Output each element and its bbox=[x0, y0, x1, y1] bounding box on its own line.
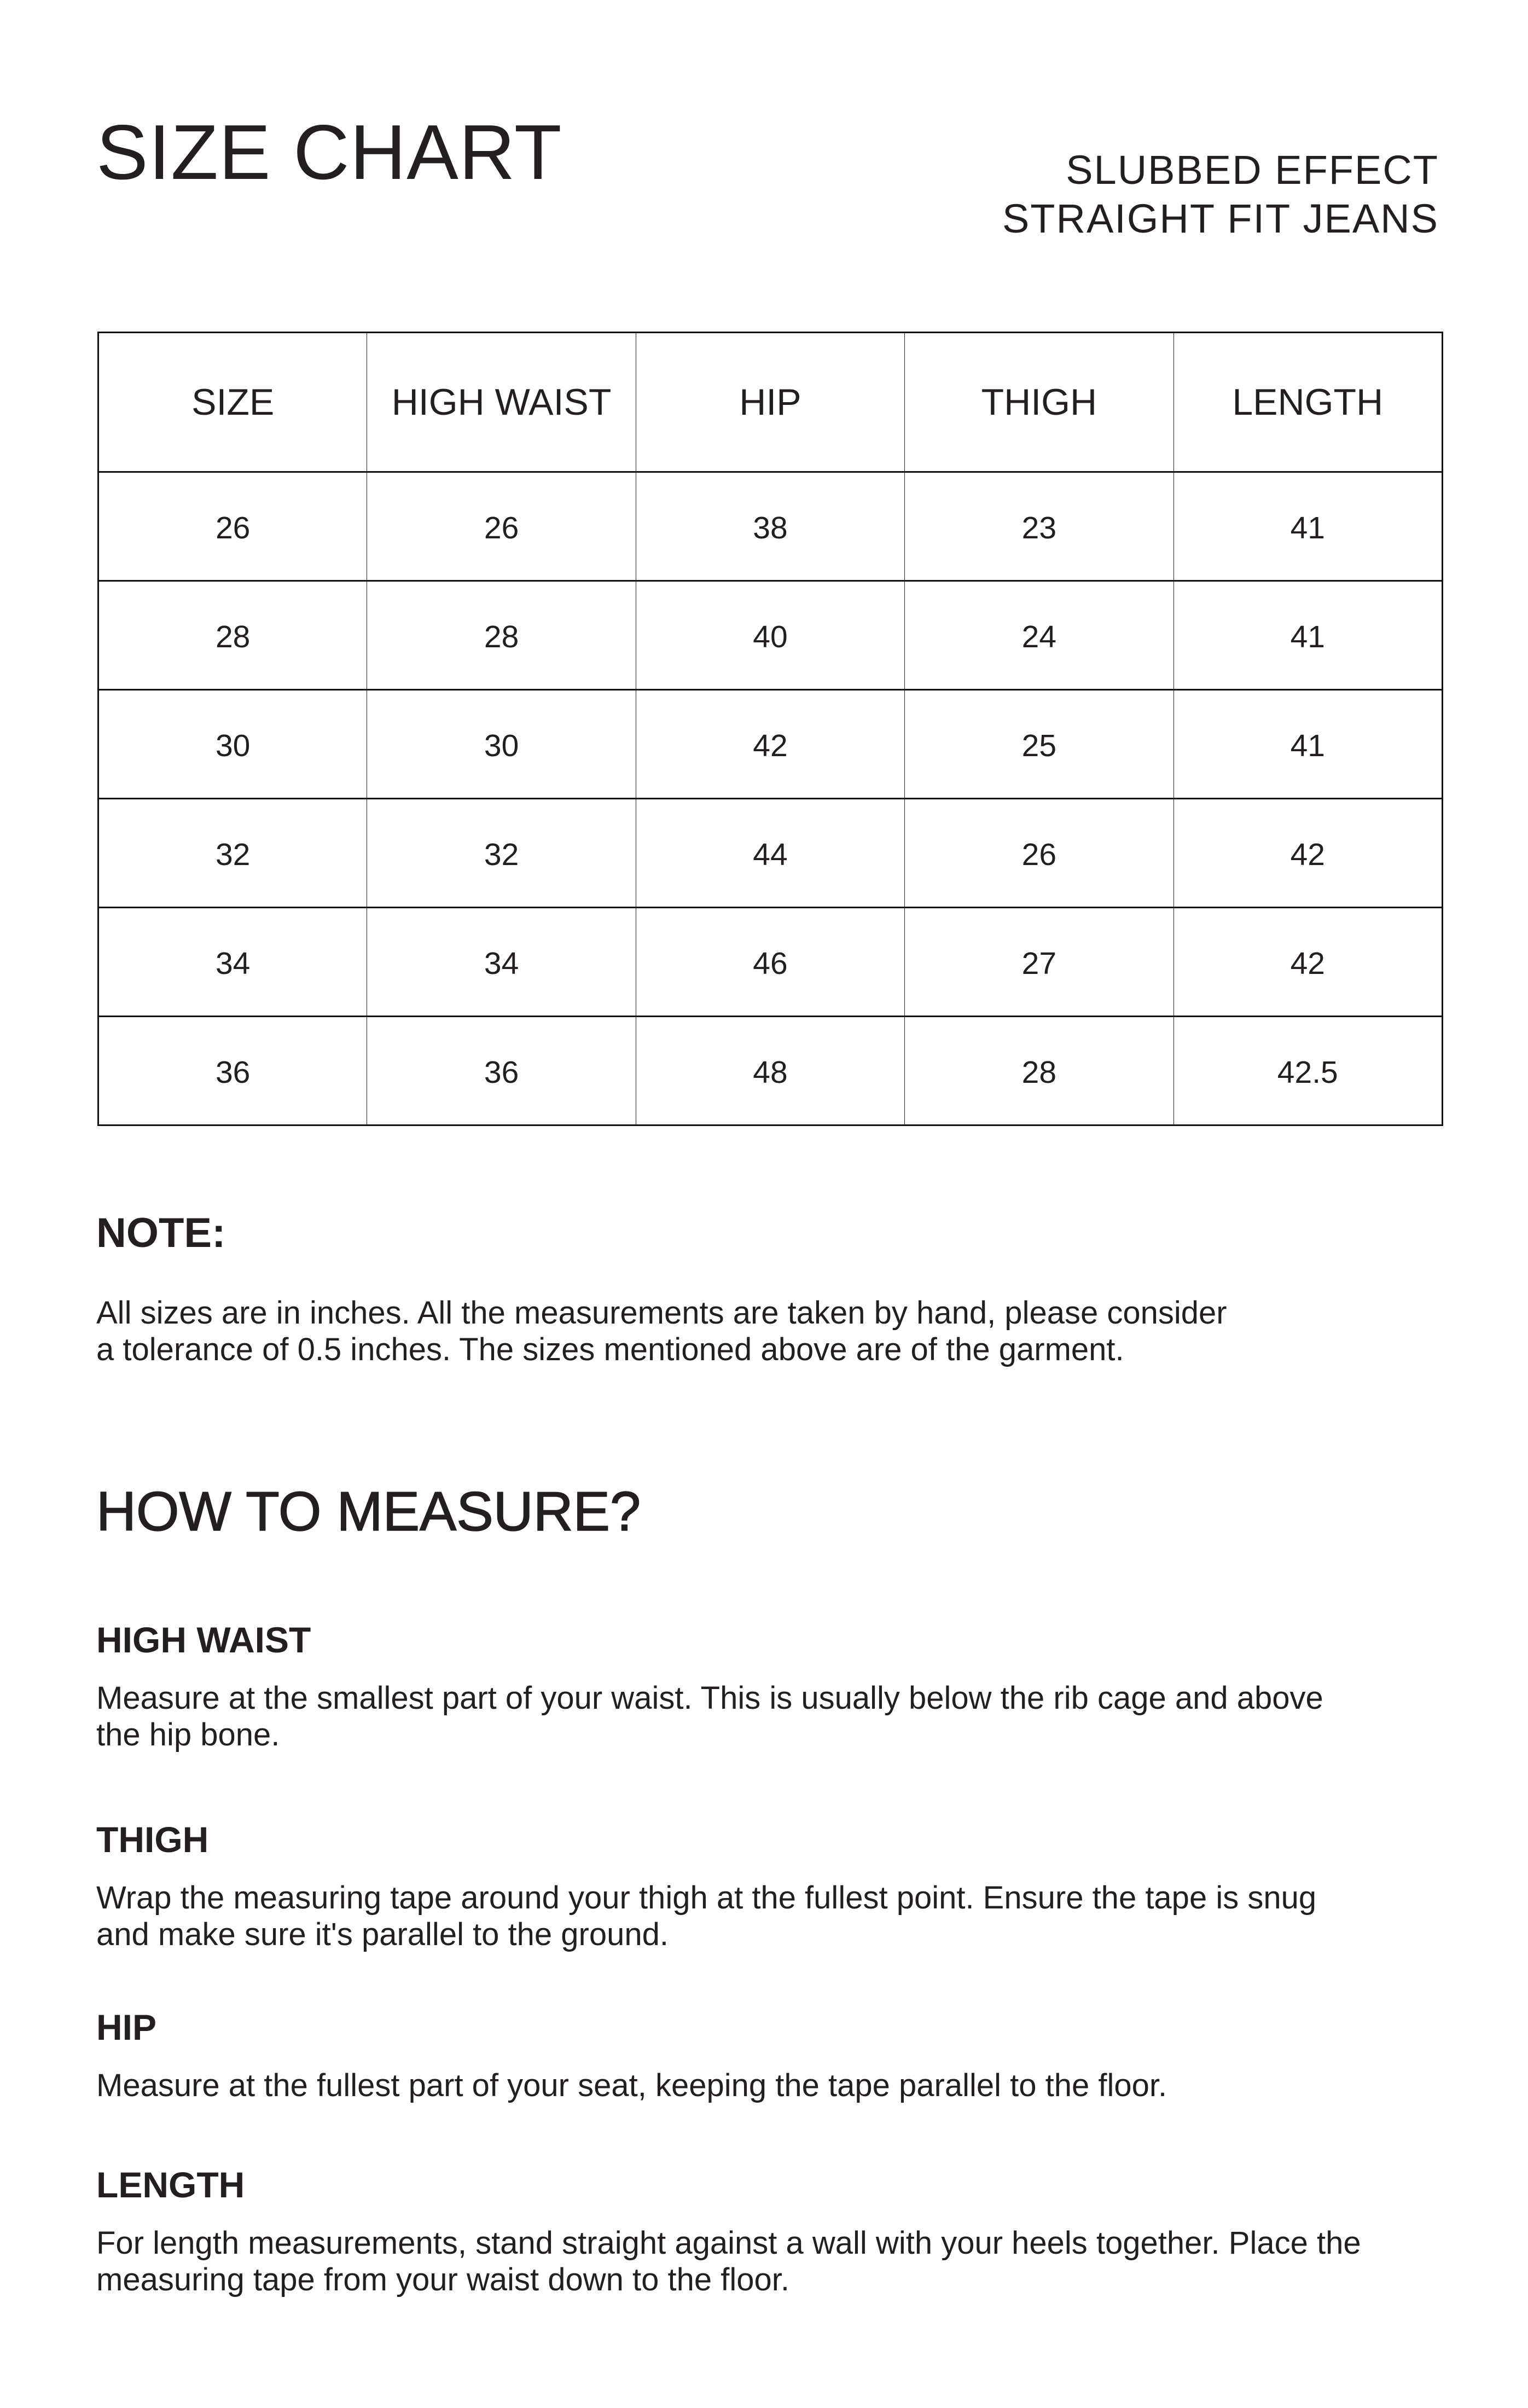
cell-thigh: 23 bbox=[905, 472, 1173, 581]
product-name-line: SLUBBED EFFECT bbox=[1066, 147, 1439, 193]
measure-title: THIGH bbox=[96, 1819, 209, 1860]
measure-title: HIGH WAIST bbox=[96, 1620, 311, 1660]
cell-length: 42 bbox=[1173, 799, 1442, 908]
column-header-hip: HIP bbox=[636, 333, 904, 472]
note-line: All sizes are in inches. All the measurements are taken by hand, please consider bbox=[96, 1295, 1227, 1331]
table-row bbox=[98, 690, 1443, 799]
note-line: a tolerance of 0.5 inches. The sizes mentioned above are of the garment. bbox=[96, 1332, 1124, 1367]
measure-line: the hip bone. bbox=[96, 1717, 280, 1753]
cell-size: 32 bbox=[98, 799, 367, 908]
cell-high-waist: 26 bbox=[367, 472, 636, 581]
note-text bbox=[96, 1295, 1355, 1368]
cell-high-waist: 32 bbox=[367, 799, 636, 908]
cell-thigh: 28 bbox=[905, 1017, 1173, 1125]
table-row bbox=[98, 581, 1443, 690]
measure-line: and make sure it's parallel to the ground. bbox=[96, 1917, 669, 1952]
measure-section-length bbox=[96, 2167, 1437, 2298]
column-header-high-waist: HIGH WAIST bbox=[367, 333, 636, 472]
measure-section-high-waist bbox=[96, 1622, 1437, 1753]
column-header-size: SIZE bbox=[98, 333, 367, 472]
measure-description bbox=[96, 1680, 1437, 1753]
table-row bbox=[98, 1017, 1443, 1125]
column-header-thigh: THIGH bbox=[905, 333, 1173, 472]
cell-high-waist: 28 bbox=[367, 581, 636, 690]
cell-length: 41 bbox=[1173, 690, 1442, 799]
cell-hip: 46 bbox=[636, 908, 904, 1017]
cell-hip: 48 bbox=[636, 1017, 904, 1125]
table-row bbox=[98, 908, 1443, 1017]
measure-line: For length measurements, stand straight against a wall with your heels together. Place the bbox=[96, 2225, 1361, 2261]
measure-description bbox=[96, 2067, 1437, 2104]
cell-size: 30 bbox=[98, 690, 367, 799]
table-header-row bbox=[98, 333, 1443, 472]
cell-thigh: 24 bbox=[905, 581, 1173, 690]
cell-high-waist: 36 bbox=[367, 1017, 636, 1125]
measure-line: Measure at the smallest part of your waist. This is usually below the rib cage and above bbox=[96, 1680, 1323, 1716]
measure-line: Wrap the measuring tape around your thigh at the fullest point. Ensure the tape is snug bbox=[96, 1880, 1317, 1916]
table-row bbox=[98, 799, 1443, 908]
note-heading: NOTE: bbox=[96, 1210, 226, 1256]
cell-hip: 44 bbox=[636, 799, 904, 908]
page-title: SIZE CHART bbox=[96, 109, 562, 196]
measure-section-hip bbox=[96, 2009, 1437, 2104]
size-chart-table bbox=[97, 332, 1443, 1126]
column-header-length: LENGTH bbox=[1173, 333, 1442, 472]
cell-thigh: 25 bbox=[905, 690, 1173, 799]
cell-size: 28 bbox=[98, 581, 367, 690]
cell-size: 26 bbox=[98, 472, 367, 581]
cell-thigh: 27 bbox=[905, 908, 1173, 1017]
cell-size: 36 bbox=[98, 1017, 367, 1125]
table-row bbox=[98, 472, 1443, 581]
cell-hip: 40 bbox=[636, 581, 904, 690]
measure-description bbox=[96, 2225, 1437, 2298]
cell-length: 41 bbox=[1173, 472, 1442, 581]
measure-title: HIP bbox=[96, 2007, 157, 2047]
cell-hip: 42 bbox=[636, 690, 904, 799]
cell-size: 34 bbox=[98, 908, 367, 1017]
cell-high-waist: 34 bbox=[367, 908, 636, 1017]
how-to-measure-heading: HOW TO MEASURE? bbox=[96, 1481, 641, 1542]
cell-length: 41 bbox=[1173, 581, 1442, 690]
cell-thigh: 26 bbox=[905, 799, 1173, 908]
cell-hip: 38 bbox=[636, 472, 904, 581]
measure-title: LENGTH bbox=[96, 2165, 245, 2205]
measure-line: measuring tape from your waist down to the floor. bbox=[96, 2262, 789, 2297]
cell-high-waist: 30 bbox=[367, 690, 636, 799]
product-name bbox=[1002, 146, 1439, 243]
measure-line: Measure at the fullest part of your seat, keeping the tape parallel to the floor. bbox=[96, 2068, 1167, 2103]
measure-description bbox=[96, 1879, 1437, 1953]
cell-length: 42 bbox=[1173, 908, 1442, 1017]
measure-section-thigh bbox=[96, 1821, 1437, 1953]
product-name-line: STRAIGHT FIT JEANS bbox=[1002, 196, 1439, 241]
cell-length: 42.5 bbox=[1173, 1017, 1442, 1125]
